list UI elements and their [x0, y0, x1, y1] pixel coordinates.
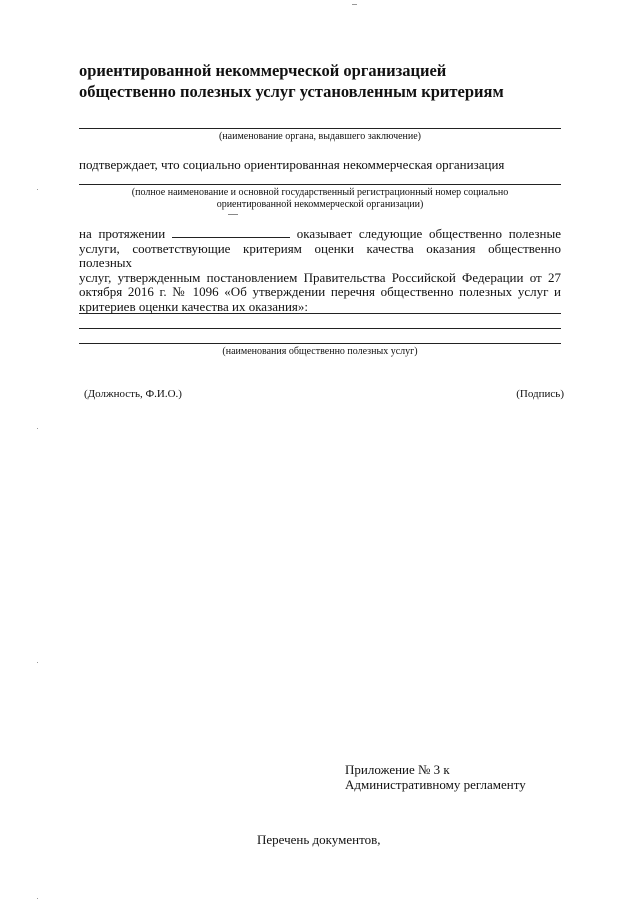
services-blank-line-3: [79, 343, 561, 344]
scan-speck: [37, 428, 38, 429]
services-blank-line-1: [79, 313, 561, 314]
services-blank-line-2: [79, 328, 561, 329]
heading-line-1: ориентированной некоммерческой организацией: [79, 61, 447, 80]
agency-caption: (наименование органа, выдавшего заключение): [218, 131, 422, 142]
period-blank: [172, 226, 290, 238]
scan-speck: [37, 662, 38, 663]
services-prefix: на протяжении: [79, 226, 166, 241]
services-line-2: услуги, соответствующие критериям оценки качества оказания общественно полезных: [79, 240, 561, 270]
documents-list-title: Перечень документов,: [257, 832, 381, 847]
organization-caption-line-1: (полное наименование и основной государственный регистрационный номер социально: [131, 187, 509, 198]
services-line-5: критериев оценки качества их оказания»:: [79, 298, 308, 314]
appendix-line-1: Приложение № 3 к: [345, 762, 450, 777]
confirm-text: подтверждает, что социально ориентированная некоммерческая организация: [79, 157, 505, 172]
organization-caption-line-2: ориентированной некоммерческой организации): [216, 199, 424, 210]
services-line-3: услуг, утвержденным постановлением Правительства Российской Федерации от 27: [79, 269, 561, 285]
services-caption: (наименования общественно полезных услуг): [222, 346, 418, 357]
scan-speck: [37, 189, 38, 190]
services-line-1-rest: оказывает следующие общественно полезные: [296, 226, 562, 241]
scan-speck: [352, 4, 357, 5]
scan-speck: [37, 898, 38, 899]
position-name-label: (Должность, Ф.И.О.): [84, 388, 182, 400]
heading-line-2: общественно полезных услуг установленным критериям: [79, 82, 504, 101]
organization-name-line: [79, 184, 561, 185]
agency-name-line: [79, 128, 561, 129]
services-line-4: октября 2016 г. № 1096 «Об утверждении перечня общественно полезных услуг и: [79, 284, 561, 299]
appendix-line-2: Административному регламенту: [345, 777, 526, 792]
caption-dash: [228, 214, 238, 215]
services-paragraph: [79, 226, 561, 314]
signature-label: (Подпись): [516, 388, 564, 400]
services-line-1: [79, 226, 561, 242]
